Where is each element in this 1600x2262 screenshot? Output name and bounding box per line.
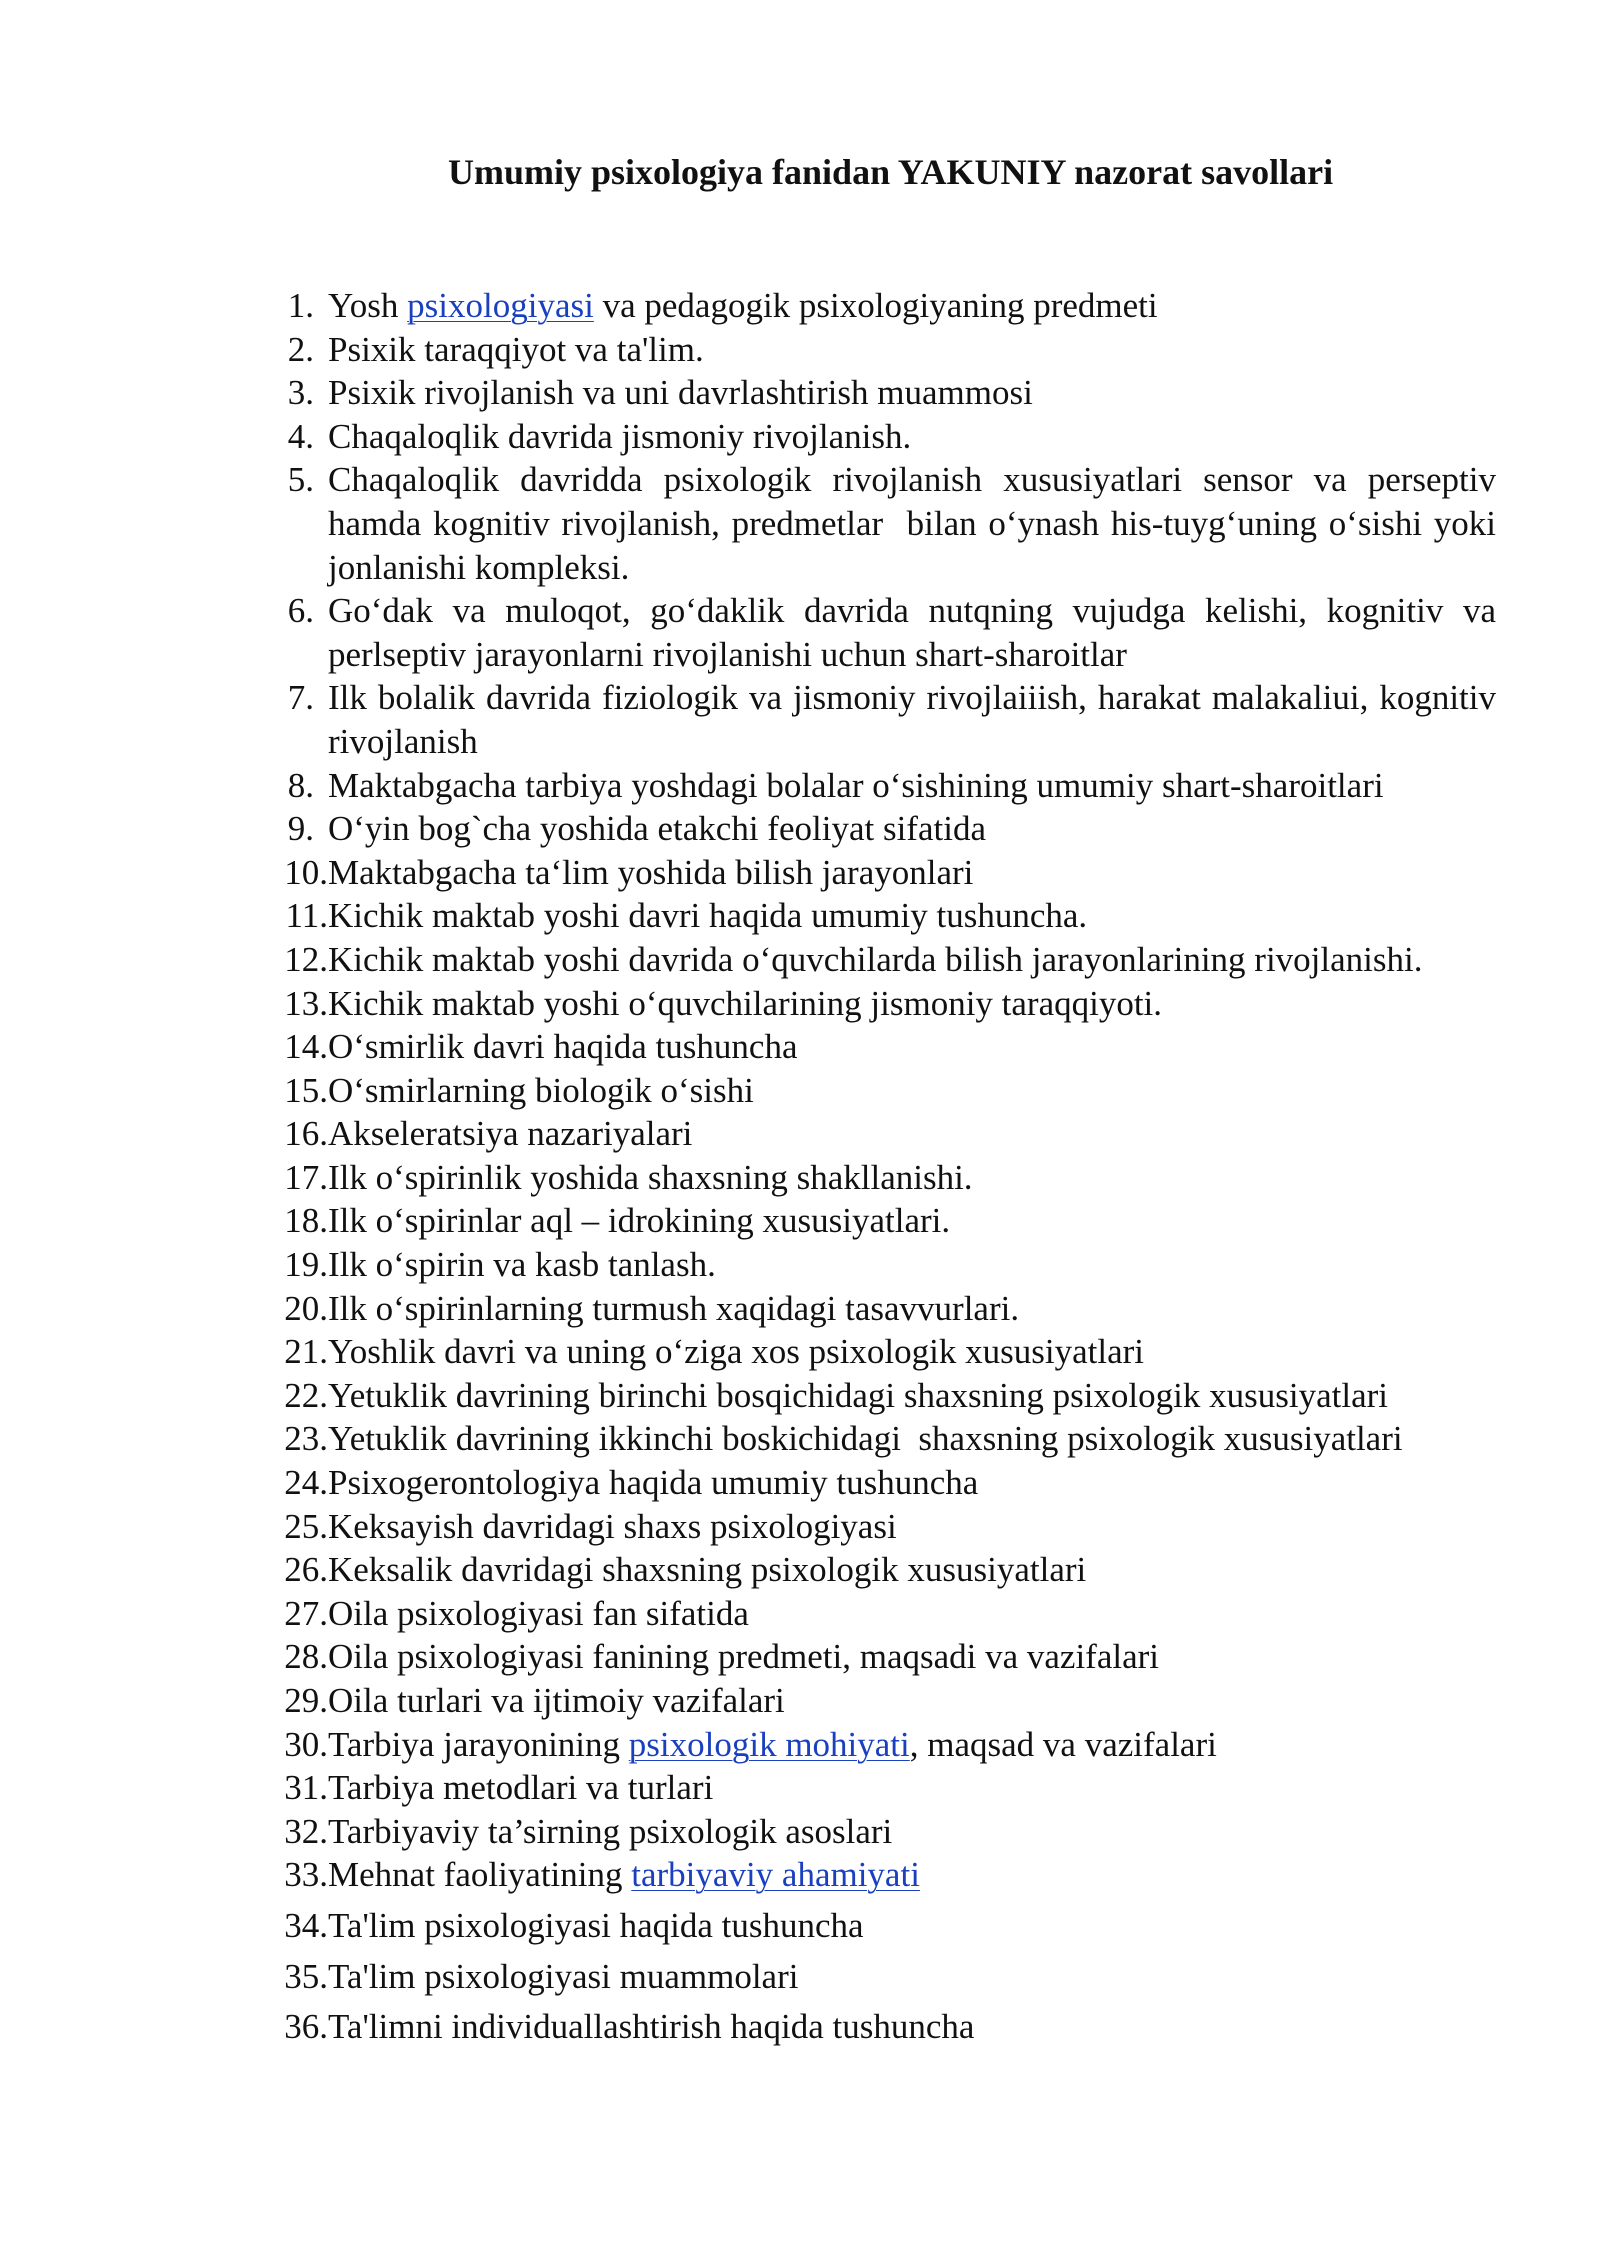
question-number: 28. — [284, 1637, 328, 1677]
question-number: 34. — [284, 1905, 328, 1945]
question-text-segment: Ilk bolalik davrida fiziologik va jismoniy rivojlaiiish, harakat malakaliui, kognitiv rivojlanish — [328, 678, 1505, 761]
question-text — [328, 1417, 1496, 1461]
question-text — [328, 458, 1505, 589]
list-item — [268, 1853, 1496, 1897]
question-text-segment: Oila psixologiyasi fanining predmeti, maqsadi va vazifalari — [328, 1637, 1160, 1677]
question-text-segment: Ta'lim psixologiyasi muammolari — [328, 1956, 799, 1996]
question-text-segment: Goʻdak va muloqot, goʻdaklik davrida nutqning vujudga kelishi, kognitiv va perlseptiv jarayonlarni rivojlanishi uchun shart-sharoitlar — [328, 591, 1505, 674]
list-item — [268, 1374, 1496, 1418]
question-text — [328, 676, 1505, 763]
question-text-segment: Oʻsmirlarning biologik oʻsishi — [328, 1070, 754, 1110]
question-number: 35. — [284, 1956, 328, 1996]
question-number: 26. — [284, 1550, 328, 1590]
list-item — [268, 1461, 1496, 1505]
question-text-segment: Ilk oʻspirinlar aql – idrokining xususiyatlari. — [328, 1201, 951, 1241]
question-text-segment: Ta'lim psixologiyasi haqida tushuncha — [328, 1905, 864, 1945]
list-item — [268, 851, 1496, 895]
question-text-segment: Ilk oʻspirinlik yoshida shaxsning shakllanishi. — [328, 1157, 973, 1197]
question-text-segment: Chaqaloqlik davrida jismoniy rivojlanish. — [328, 416, 912, 456]
list-item — [268, 1505, 1496, 1549]
list-item — [268, 458, 1505, 589]
question-text — [328, 982, 1496, 1026]
question-text — [328, 589, 1505, 676]
list-item — [268, 1955, 1496, 1999]
question-text — [328, 1461, 1496, 1505]
question-text-segment: Kichik maktab yoshi oʻquvchilarining jismoniy taraqqiyoti. — [328, 983, 1163, 1023]
question-number: 13. — [284, 983, 328, 1023]
question-text-segment: Mehnat faoliyatining — [328, 1855, 632, 1895]
question-text — [328, 764, 1496, 808]
question-number: 30. — [284, 1724, 328, 1764]
question-text-segment: Yetuklik davrining ikkinchi boskichidagi shaxsning psixologik xususiyatlari — [328, 1419, 1403, 1459]
question-text — [328, 1287, 1496, 1331]
question-text — [328, 1374, 1496, 1418]
hyperlink[interactable]: psixologiyasi — [407, 286, 594, 325]
list-item — [268, 2005, 1496, 2049]
question-number: 11. — [285, 896, 328, 936]
question-text — [328, 1112, 1496, 1156]
question-number: 20. — [284, 1288, 328, 1328]
question-text-segment: Psixik taraqqiyot va ta'lim. — [328, 329, 704, 369]
question-text — [328, 1199, 1496, 1243]
question-text-segment: Tarbiya jarayonining — [328, 1724, 629, 1764]
question-text — [328, 1243, 1496, 1287]
question-text-segment: Oʻsmirlik davri haqida tushuncha — [328, 1027, 798, 1067]
question-number: 6. — [287, 591, 314, 631]
question-text-segment: Kichik maktab yoshi davrida oʻquvchilarda bilish jarayonlarining rivojlanishi. — [328, 939, 1423, 979]
question-text — [328, 328, 1496, 372]
question-text — [328, 1548, 1496, 1592]
list-item — [268, 284, 1496, 328]
question-text — [328, 1156, 1496, 1200]
question-number: 31. — [284, 1768, 328, 1808]
question-text-segment: Yoshlik davri va uning oʻziga xos psixologik xususiyatlari — [328, 1332, 1144, 1372]
question-text — [328, 1635, 1496, 1679]
question-number: 25. — [284, 1506, 328, 1546]
question-text — [328, 1025, 1496, 1069]
page-title: Umumiy psixologiya fanidan YAKUNIY nazorat savollari — [448, 152, 1334, 192]
question-text-segment: Keksayish davridagi shaxs psixologiyasi — [328, 1506, 897, 1546]
question-text — [328, 807, 1496, 851]
question-text-segment: , maqsad va vazifalari — [909, 1724, 1217, 1764]
question-text — [328, 284, 1496, 328]
list-item — [268, 1810, 1496, 1854]
list-item — [268, 589, 1505, 676]
question-number: 21. — [284, 1332, 328, 1372]
question-text — [328, 371, 1496, 415]
question-text-segment: Psixogerontologiya haqida umumiy tushuncha — [328, 1463, 979, 1503]
list-item — [268, 1025, 1496, 1069]
question-text — [328, 1723, 1496, 1767]
list-item — [268, 328, 1496, 372]
question-text-segment: Maktabgacha taʻlim yoshida bilish jarayonlari — [328, 852, 974, 892]
list-item — [268, 1417, 1496, 1461]
question-number: 36. — [284, 2007, 328, 2047]
question-text — [328, 2005, 1496, 2049]
question-text-segment: Ilk oʻspirinlarning turmush xaqidagi tasavvurlari. — [328, 1288, 1020, 1328]
question-text — [328, 1810, 1496, 1854]
list-item — [268, 894, 1496, 938]
question-number: 27. — [284, 1593, 328, 1633]
question-text-segment: Psixik rivojlanish va uni davrlashtirish muammosi — [328, 373, 1033, 413]
question-number: 12. — [284, 939, 328, 979]
question-text — [328, 1955, 1496, 1999]
question-number: 33. — [284, 1855, 328, 1895]
list-item — [268, 938, 1496, 982]
list-item — [268, 1069, 1496, 1113]
question-text-segment: va pedagogik psixologiyaning predmeti — [593, 286, 1158, 325]
question-number: 24. — [284, 1463, 328, 1503]
question-text — [328, 1904, 1496, 1948]
question-number: 16. — [284, 1114, 328, 1154]
question-text — [328, 1330, 1496, 1374]
hyperlink[interactable]: tarbiyaviy ahamiyati — [631, 1855, 920, 1895]
question-number: 8. — [287, 765, 314, 805]
list-item — [268, 1904, 1496, 1948]
list-item — [268, 982, 1496, 1026]
list-item — [268, 371, 1496, 415]
question-text — [328, 938, 1496, 982]
list-item — [268, 1635, 1496, 1679]
list-item — [268, 1243, 1496, 1287]
question-text — [328, 1592, 1496, 1636]
question-number: 19. — [284, 1245, 328, 1285]
question-text-segment: Tarbiyaviy ta’sirning psixologik asoslari — [328, 1811, 893, 1851]
question-number: 1. — [287, 286, 314, 325]
list-item — [268, 807, 1496, 851]
question-text-segment: Ilk oʻspirin va kasb tanlash. — [328, 1245, 716, 1285]
list-item — [268, 676, 1505, 763]
hyperlink[interactable]: psixologik mohiyati — [628, 1724, 910, 1764]
question-number: 3. — [287, 373, 314, 413]
question-text-segment: Keksalik davridagi shaxsning psixologik xususiyatlari — [328, 1550, 1087, 1590]
question-number: 23. — [284, 1419, 328, 1459]
question-text — [328, 851, 1496, 895]
question-number: 7. — [287, 678, 314, 718]
question-number: 2. — [287, 329, 314, 369]
list-item — [268, 764, 1496, 808]
question-text-segment: Maktabgacha tarbiya yoshdagi bolalar oʻsishining umumiy shart-sharoitlari — [328, 765, 1384, 805]
question-text-segment: Chaqaloqlik davridda psixologik rivojlanish xususiyatlari sensor va perseptiv hamda kognitiv rivojlanish, predmetlar bilan oʻynash his-tuygʻuning oʻsishi yoki jonlanishi kompleksi. — [328, 460, 1505, 587]
list-item — [268, 1156, 1496, 1200]
question-text — [328, 1679, 1496, 1723]
question-number: 9. — [287, 809, 314, 849]
list-item — [268, 1766, 1496, 1810]
question-text-segment: Ta'limni individuallashtirish haqida tushuncha — [328, 2007, 975, 2047]
question-text-segment: Oila psixologiyasi fan sifatida — [328, 1593, 749, 1633]
question-text — [328, 1766, 1496, 1810]
question-text-segment: Yetuklik davrining birinchi bosqichidagi shaxsning psixologik xususiyatlari — [328, 1375, 1388, 1415]
question-number: 32. — [284, 1811, 328, 1851]
list-item — [268, 1112, 1496, 1156]
question-number: 17. — [284, 1157, 328, 1197]
question-text — [328, 894, 1496, 938]
question-number: 15. — [284, 1070, 328, 1110]
question-number: 29. — [284, 1681, 328, 1720]
question-text-segment: Oila turlari va ijtimoiy vazifalari — [328, 1681, 785, 1720]
question-text — [328, 1853, 1496, 1897]
question-list — [268, 284, 1505, 2049]
list-item — [268, 1199, 1496, 1243]
list-item — [268, 415, 1496, 459]
question-text-segment: Yosh — [328, 286, 408, 325]
question-number: 10. — [284, 852, 328, 892]
question-text-segment: Tarbiya metodlari va turlari — [328, 1768, 714, 1808]
list-item — [268, 1287, 1496, 1331]
question-number: 18. — [284, 1201, 328, 1241]
question-text — [328, 415, 1496, 459]
list-item — [268, 1679, 1496, 1723]
question-number: 5. — [287, 460, 314, 500]
question-text-segment: Kichik maktab yoshi davri haqida umumiy tushuncha. — [328, 896, 1088, 936]
list-item — [268, 1330, 1496, 1374]
question-text-segment: Akseleratsiya nazariyalari — [328, 1114, 693, 1154]
list-item — [268, 1592, 1496, 1636]
list-item — [268, 1548, 1496, 1592]
list-item — [268, 1723, 1496, 1767]
question-number: 4. — [287, 416, 314, 456]
question-number: 22. — [284, 1375, 328, 1415]
question-number: 14. — [284, 1027, 328, 1067]
question-text-segment: Oʻyin bog`cha yoshida etakchi feoliyat sifatida — [328, 809, 986, 849]
question-text — [328, 1069, 1496, 1113]
question-text — [328, 1505, 1496, 1549]
